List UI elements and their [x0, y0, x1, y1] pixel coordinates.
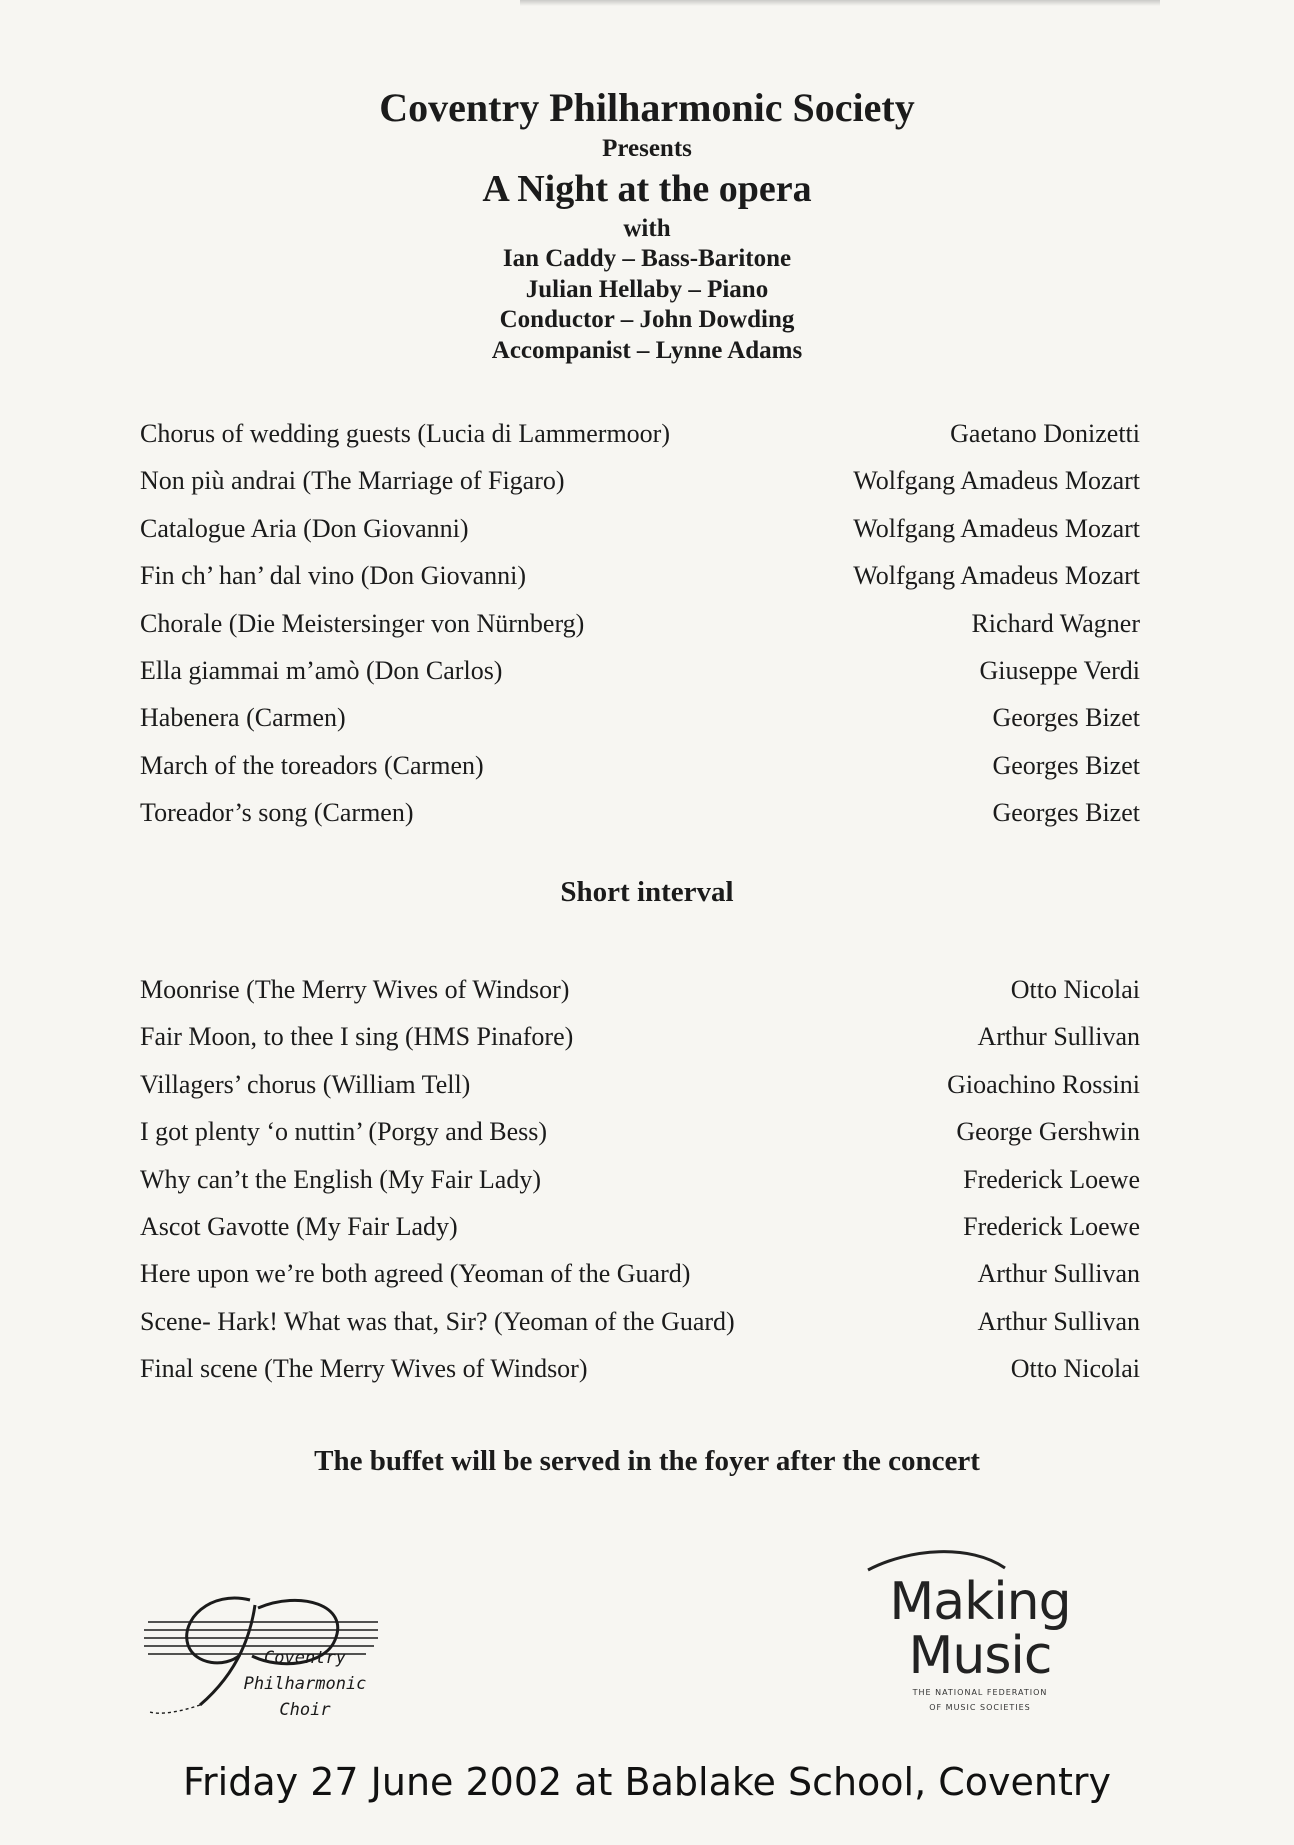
composer-name: Georges Bizet [992, 750, 1140, 780]
piece-title: Villagers’ chorus (William Tell) [140, 1069, 471, 1099]
programme-item [140, 461, 1140, 508]
programme-item [140, 414, 1140, 461]
piece-title: Moonrise (The Merry Wives of Windsor) [140, 975, 570, 1004]
scan-edge-shadow [520, 0, 1160, 6]
programme-item [140, 1349, 1140, 1396]
piece-title: March of the toreadors (Carmen) [140, 750, 484, 780]
piece-title: Chorus of wedding guests (Lucia di Lammermoor) [140, 419, 670, 448]
composer-name: Arthur Sullivan [977, 1306, 1140, 1336]
choir-logo-line: Coventry [264, 1648, 346, 1668]
society-title: Coventry Philharmonic Society [379, 85, 915, 130]
programme-item [140, 970, 1140, 1017]
composer-name: George Gershwin [956, 1117, 1140, 1147]
choir-logo-text [190, 1645, 420, 1723]
programme-item [140, 1112, 1140, 1159]
programme-item [140, 746, 1140, 793]
programme-item [140, 604, 1140, 651]
programme-item [140, 1207, 1140, 1254]
piece-title: Catalogue Aria (Don Giovanni) [140, 513, 469, 543]
composer-name: Arthur Sullivan [977, 1259, 1140, 1289]
composer-name: Arthur Sullivan [977, 1022, 1140, 1052]
performer-line: Conductor – John Dowding [499, 306, 795, 333]
choir-logo-line: Choir [279, 1700, 331, 1720]
piece-title: Non più andrai (The Marriage of Figaro) [140, 466, 565, 496]
composer-name: Gioachino Rossini [947, 1069, 1140, 1099]
composer-name: Otto Nicolai [1010, 975, 1140, 1004]
programme-item [140, 1017, 1140, 1064]
composer-name: Giuseppe Verdi [979, 655, 1140, 685]
composer-name: Wolfgang Amadeus Mozart [853, 466, 1140, 496]
piece-title: Why can’t the English (My Fair Lady) [140, 1164, 541, 1194]
piece-title: I got plenty ‘o nuttin’ (Porgy and Bess) [140, 1117, 548, 1147]
programme-item [140, 651, 1140, 698]
composer-name: Frederick Loewe [963, 1211, 1140, 1241]
composer-name: Frederick Loewe [963, 1164, 1140, 1194]
composer-name: Richard Wagner [971, 608, 1140, 638]
programme-part-two [140, 970, 1140, 1397]
making-word: Making [889, 1572, 1071, 1632]
piece-title: Ascot Gavotte (My Fair Lady) [140, 1211, 458, 1241]
composer-name: Wolfgang Amadeus Mozart [853, 561, 1140, 591]
composer-name: Gaetano Donizetti [950, 419, 1140, 448]
programme-item [140, 509, 1140, 556]
programme-item [140, 1065, 1140, 1112]
piece-title: Scene- Hark! What was that, Sir? (Yeoman of the Guard) [140, 1306, 735, 1336]
music-word: Music [908, 1626, 1052, 1686]
programme-item [140, 1302, 1140, 1349]
event-title: A Night at the opera [482, 168, 812, 210]
composer-name: Wolfgang Amadeus Mozart [853, 513, 1140, 543]
making-music-logo [870, 1572, 1090, 1713]
programme-item [140, 793, 1140, 840]
piece-title: Habenera (Carmen) [140, 703, 346, 733]
performer-line: Julian Hellaby – Piano [525, 275, 769, 303]
programme-item [140, 1254, 1140, 1301]
date-venue-footer: Friday 27 June 2002 at Bablake School, Coventry [182, 1760, 1112, 1804]
piece-title: Toreador’s song (Carmen) [140, 798, 414, 828]
piece-title: Here upon we’re both agreed (Yeoman of the Guard) [140, 1259, 691, 1289]
choir-logo-line: Philharmonic [243, 1674, 367, 1694]
programme-header [0, 82, 1294, 366]
piece-title: Final scene (The Merry Wives of Windsor) [140, 1354, 588, 1384]
piece-title: Ella giammai m’amò (Don Carlos) [140, 655, 503, 685]
programme-part-one [140, 414, 1140, 841]
with-label: with [623, 215, 671, 242]
composer-name: Georges Bizet [992, 798, 1140, 828]
buffet-notice: The buffet will be served in the foyer after the concert [314, 1445, 980, 1477]
federation-line: OF MUSIC SOCIETIES [929, 1703, 1031, 1712]
performer-line: Ian Caddy – Bass-Baritone [502, 245, 792, 272]
composer-name: Otto Nicolai [1010, 1354, 1140, 1384]
programme-item [140, 556, 1140, 603]
piece-title: Fair Moon, to thee I sing (HMS Pinafore) [140, 1022, 574, 1052]
interval-heading: Short interval [560, 876, 734, 908]
presents-label: Presents [602, 135, 692, 162]
federation-line: THE NATIONAL FEDERATION [912, 1688, 1048, 1697]
composer-name: Georges Bizet [992, 703, 1140, 733]
performer-line: Accompanist – Lynne Adams [491, 336, 803, 364]
piece-title: Fin ch’ han’ dal vino (Don Giovanni) [140, 561, 527, 591]
programme-item [140, 698, 1140, 745]
piece-title: Chorale (Die Meistersinger von Nürnberg) [140, 608, 585, 638]
programme-item [140, 1160, 1140, 1207]
